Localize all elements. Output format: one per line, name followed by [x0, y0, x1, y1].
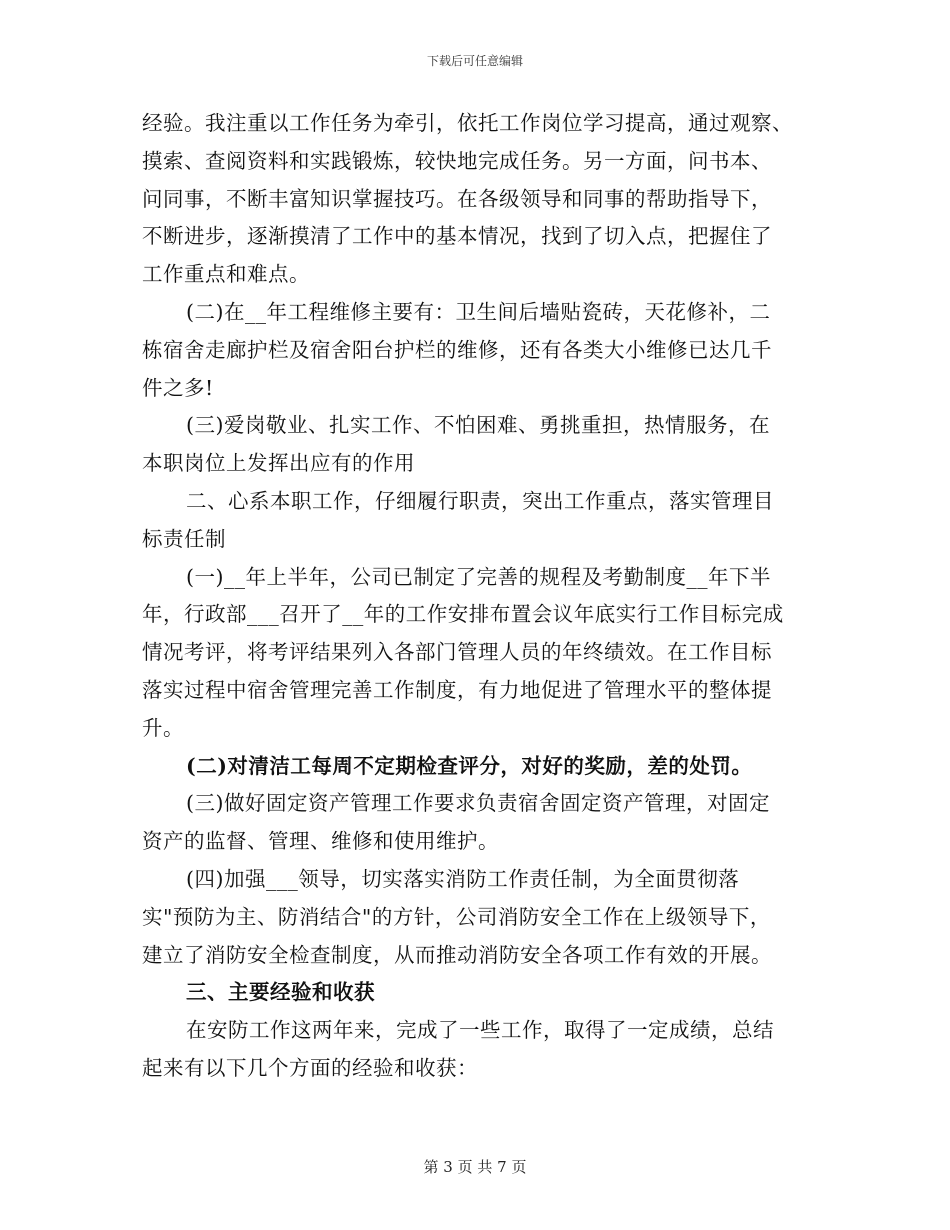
section-heading-line: 二、心系本职工作，仔细履行职责，突出工作重点，落实管理目 — [186, 488, 774, 513]
paragraph-line: 落实过程中宿舍管理完善工作制度，有力地促进了管理水平的整体提 — [142, 677, 772, 702]
paragraph-line: 件之多! — [142, 375, 214, 400]
paragraph-line: 升。 — [142, 715, 184, 740]
paragraph-line: 经验。我注重以工作任务为牵引，依托工作岗位学习提高，通过观察、 — [142, 111, 793, 135]
paragraph-line: 情况考评，将考评结果列入各部门管理人员的年终绩效。在工作目标 — [142, 640, 772, 665]
paragraph-line: 本职岗位上发挥出应有的作用 — [142, 451, 415, 476]
paragraph-line: (三)做好固定资产管理工作要求负责宿舍固定资产管理，对固定 — [186, 791, 770, 816]
paragraph-line: 栋宿舍走廊护栏及宿舍阳台护栏的维修，还有各类大小维修已达几千 — [142, 337, 772, 362]
paragraph-line: 工作重点和难点。 — [142, 262, 310, 287]
paragraph-line: (三)爱岗敬业、扎实工作、不怕困难、勇挑重担，热情服务，在 — [186, 413, 770, 438]
paragraph-line: 问同事，不断丰富知识掌握技巧。在各级领导和同事的帮助指导下， — [142, 186, 772, 211]
paragraph-line: 在安防工作这两年来，完成了一些工作，取得了一定成绩，总结 — [186, 1018, 774, 1043]
section-heading: 三、主要经验和收获 — [186, 980, 375, 1005]
paragraph-line: (一)__年上半年，公司已制定了完善的规程及考勤制度__年下半 — [186, 564, 771, 589]
paragraph-line: 摸索、查阅资料和实践锻炼，较快地完成任务。另一方面，问书本、 — [142, 148, 772, 173]
paragraph-line: 资产的监督、管理、维修和使用维护。 — [142, 829, 499, 854]
document-body — [142, 105, 812, 1088]
paragraph-line: 年，行政部___召开了__年的工作安排布置会议年底实行工作目标完成 — [142, 602, 784, 627]
page-header: 下载后可任意编辑 — [426, 54, 523, 68]
page-number: 第 3 页 共 7 页 — [423, 1158, 527, 1176]
bold-paragraph-line: (二)对清洁工每周不定期检查评分，对好的奖励，差的处罚。 — [186, 753, 753, 778]
paragraph-line: 起来有以下几个方面的经验和收获： — [142, 1055, 478, 1080]
paragraph-line: (二)在__年工程维修主要有：卫生间后墙贴瓷砖，天花修补，二 — [186, 299, 771, 324]
paragraph-line: 建立了消防安全检查制度，从而推动消防安全各项工作有效的开展。 — [142, 942, 772, 967]
paragraph-line: 实"预防为主、防消结合"的方针，公司消防安全工作在上级领导下， — [142, 904, 771, 929]
paragraph-line: 不断进步，逐渐摸清了工作中的基本情况，找到了切入点，把握住了 — [142, 224, 772, 249]
section-heading-line: 标责任制 — [142, 526, 226, 551]
paragraph-line: (四)加强___领导，切实落实消防工作责任制，为全面贯彻落 — [186, 866, 740, 891]
